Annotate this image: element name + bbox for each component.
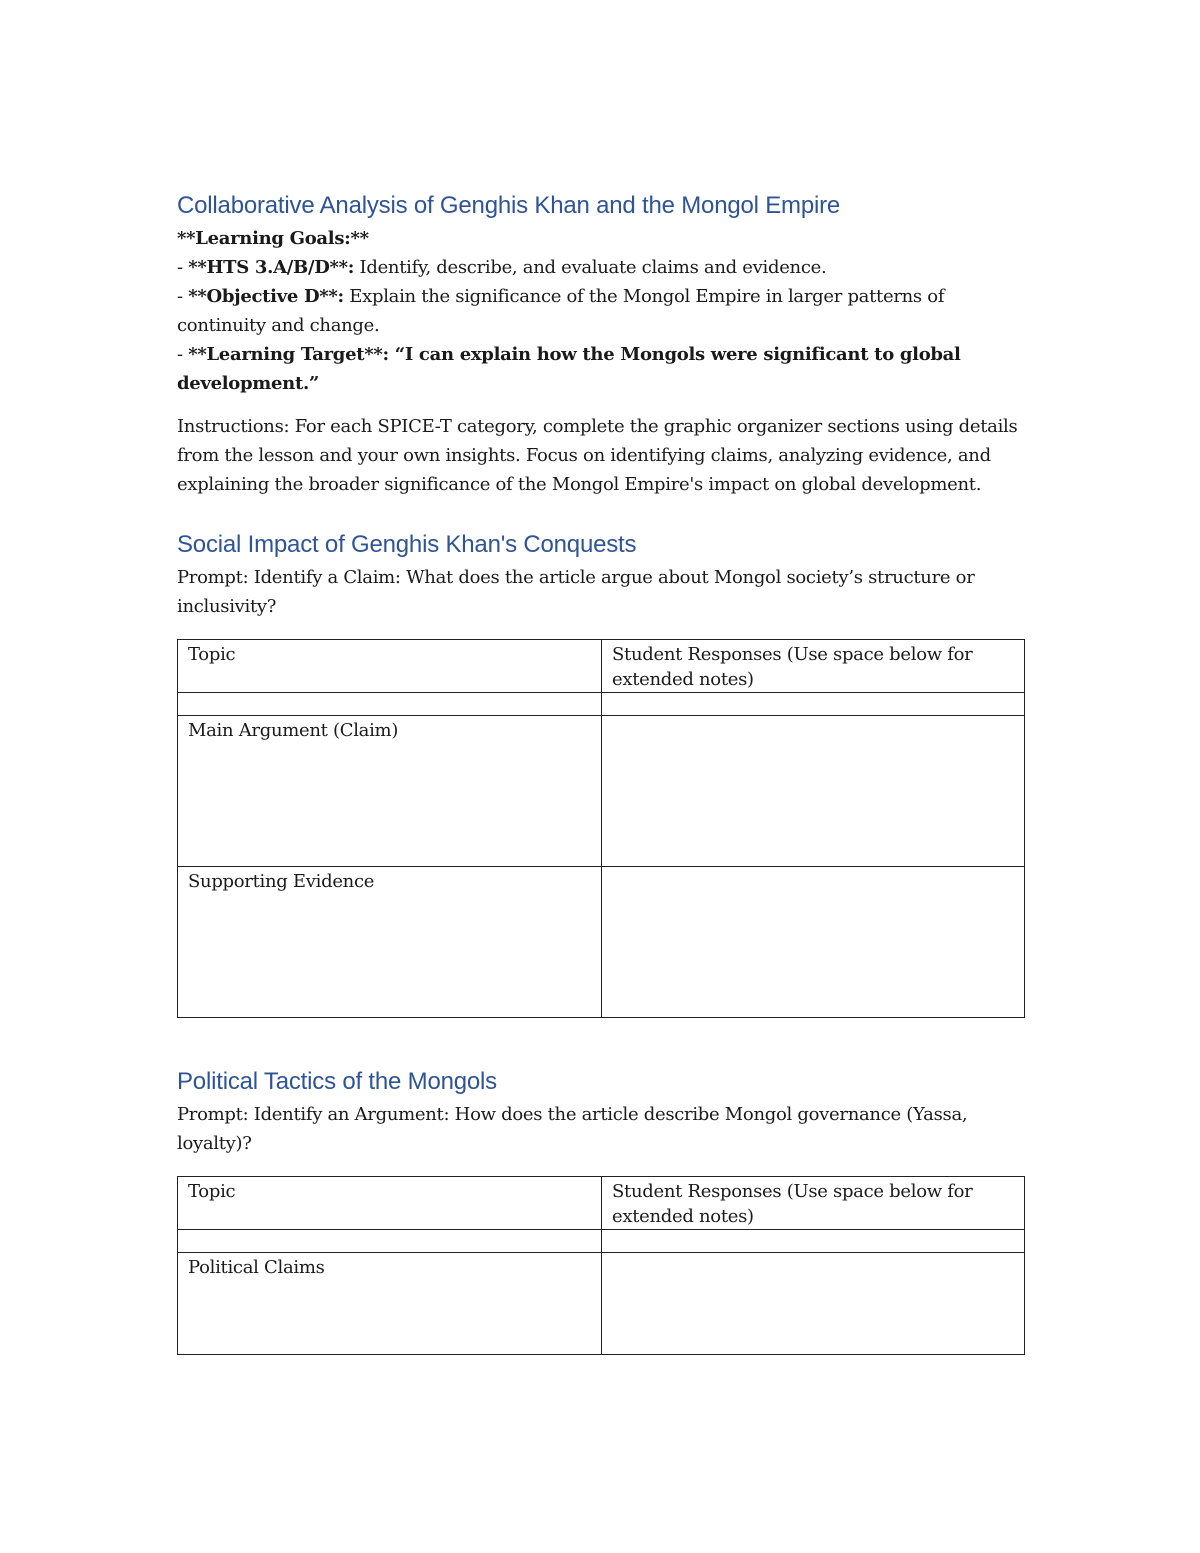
- header-cell-responses: Student Responses (Use space below for extended notes): [602, 640, 1025, 693]
- table-header-row: [178, 1177, 1025, 1230]
- topic-cell-supporting-evidence: Supporting Evidence: [178, 867, 602, 1018]
- table-row-blank: [178, 693, 1025, 716]
- table-row: [178, 867, 1025, 1018]
- response-cell[interactable]: [602, 1253, 1025, 1355]
- section-prompt: Prompt: Identify a Claim: What does the article argue about Mongol society’s structure or inclusivity?: [177, 567, 975, 617]
- section-heading-social: Social Impact of Genghis Khan's Conquests: [177, 531, 637, 558]
- topic-cell-main-argument: Main Argument (Claim): [178, 716, 602, 867]
- topic-cell-political-claims: Political Claims: [178, 1253, 602, 1355]
- goal-bullet: -: [177, 286, 189, 307]
- response-cell[interactable]: [602, 867, 1025, 1018]
- instructions-text: Instructions: For each SPICE-T category, complete the graphic organizer sections using details from the lesson and your own insights. Focus on identifying claims, analyzing evidence, and explaining the broader significance of the Mongol Empire's impact on global development.: [177, 416, 1018, 495]
- header-cell-responses: Student Responses (Use space below for extended notes): [602, 1177, 1025, 1230]
- blank-cell: [178, 693, 602, 716]
- document-page: [177, 190, 1025, 1355]
- goal-label: **HTS 3.A/B/D**:: [188, 257, 355, 278]
- blank-cell: [602, 693, 1025, 716]
- goal-text: Identify, describe, and evaluate claims and evidence.: [354, 257, 827, 278]
- goal-label: **Learning Target**:: [188, 344, 389, 365]
- table-row: [178, 1253, 1025, 1355]
- table-row: [178, 716, 1025, 867]
- section-prompt: Prompt: Identify an Argument: How does the article describe Mongol governance (Yassa, loyalty)?: [177, 1104, 968, 1154]
- header-cell-topic: Topic: [178, 1177, 602, 1230]
- goal-text: Explain the significance of the Mongol Empire in larger patterns of continuity and change.: [177, 286, 945, 336]
- goal-label: **Objective D**:: [188, 286, 344, 307]
- goal-text: “I can explain how the Mongols were significant to global development.”: [177, 344, 961, 394]
- table-row-blank: [178, 1230, 1025, 1253]
- learning-goals-label: **Learning Goals:**: [177, 228, 369, 249]
- section-spacer: [177, 1018, 1025, 1066]
- blank-cell: [602, 1230, 1025, 1253]
- learning-goals: [177, 224, 1025, 398]
- document-title: Collaborative Analysis of Genghis Khan and the Mongol Empire: [177, 192, 841, 219]
- goal-bullet: -: [177, 344, 189, 365]
- section-heading-political: Political Tactics of the Mongols: [177, 1068, 497, 1095]
- goal-item: [177, 282, 1025, 340]
- response-cell[interactable]: [602, 716, 1025, 867]
- goal-item: [177, 253, 1025, 282]
- header-cell-topic: Topic: [178, 640, 602, 693]
- organizer-table-political: [177, 1176, 1025, 1355]
- goal-bullet: -: [177, 257, 189, 278]
- goal-item: [177, 340, 1025, 398]
- table-header-row: [178, 640, 1025, 693]
- organizer-table-social: [177, 639, 1025, 1018]
- blank-cell: [178, 1230, 602, 1253]
